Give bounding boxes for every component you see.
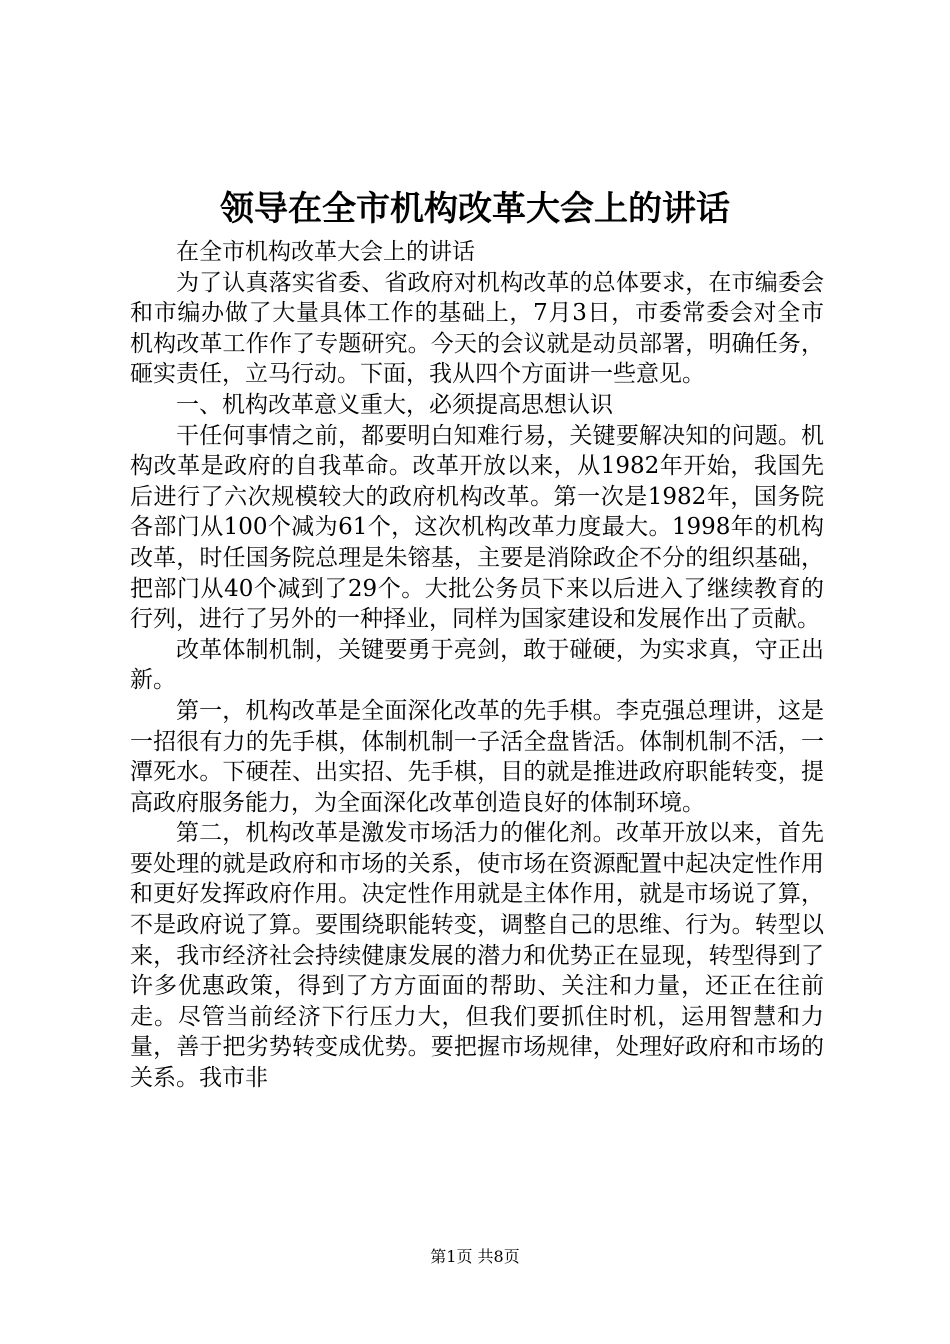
page-number-footer: 第1页 共8页 [430,1247,520,1266]
section-heading: 一、机构改革意义重大，必须提高思想认识 [176,391,613,418]
document-body [130,237,824,1094]
paragraph: 第二，机构改革是激发市场活力的催化剂。改革开放以来，首先要处理的就是政府和市场的关系，使市场在资源配置中起决定性作用和更好发挥政府作用。决定性作用就是主体作用，就是市场说了算，不是政府说了算。要围绕职能转变，调整自己的思维、行为。转型以来，我市经济社会持续健康发展的潜力和优势正在显现，转型得到了许多优惠政策，得到了方方面面的帮助、关注和力量，还正在往前走。尽管当前经济下行压力大，但我们要抓住时机，运用智慧和力量，善于把劣势转变成优势。要把握市场规律，处理好政府和市场的关系。我市非 [130,820,824,1092]
paragraph: 改革体制机制，关键要勇于亮剑，敢于碰硬，为实求真，守正出新。 [130,636,824,694]
paragraph: 干任何事情之前，都要明白知难行易，关键要解决知的问题。机构改革是政府的自我革命。改革开放以来，从1982年开始，我国先后进行了六次规模较大的政府机构改革。第一次是1982年，国务院各部门从100个减为61个，这次机构改革力度最大。1998年的机构改革，时任国务院总理是朱镕基，主要是消除政企不分的组织基础，把部门从40个减到了29个。大批公务员下来以后进入了继续教育的行列，进行了另外的一种择业，同样为国家建设和发展作出了贡献。 [130,422,824,633]
paragraph: 为了认真落实省委、省政府对机构改革的总体要求，在市编委会和市编办做了大量具体工作的基础上，7月3日，市委常委会对全市机构改革工作作了专题研究。今天的会议就是动员部署，明确任务，砸实责任，立马行动。下面，我从四个方面讲一些意见。 [130,269,824,388]
paragraph: 在全市机构改革大会上的讲话 [176,239,475,265]
document-title: 领导在全市机构改革大会上的讲话 [220,189,730,229]
paragraph: 第一，机构改革是全面深化改革的先手棋。李克强总理讲，这是一招很有力的先手棋，体制机制一子活全盘皆活。体制机制不活，一潭死水。下硬茬、出实招、先手棋，目的就是推进政府职能转变，提高政府服务能力，为全面深化改革创造良好的体制环境。 [130,697,824,816]
